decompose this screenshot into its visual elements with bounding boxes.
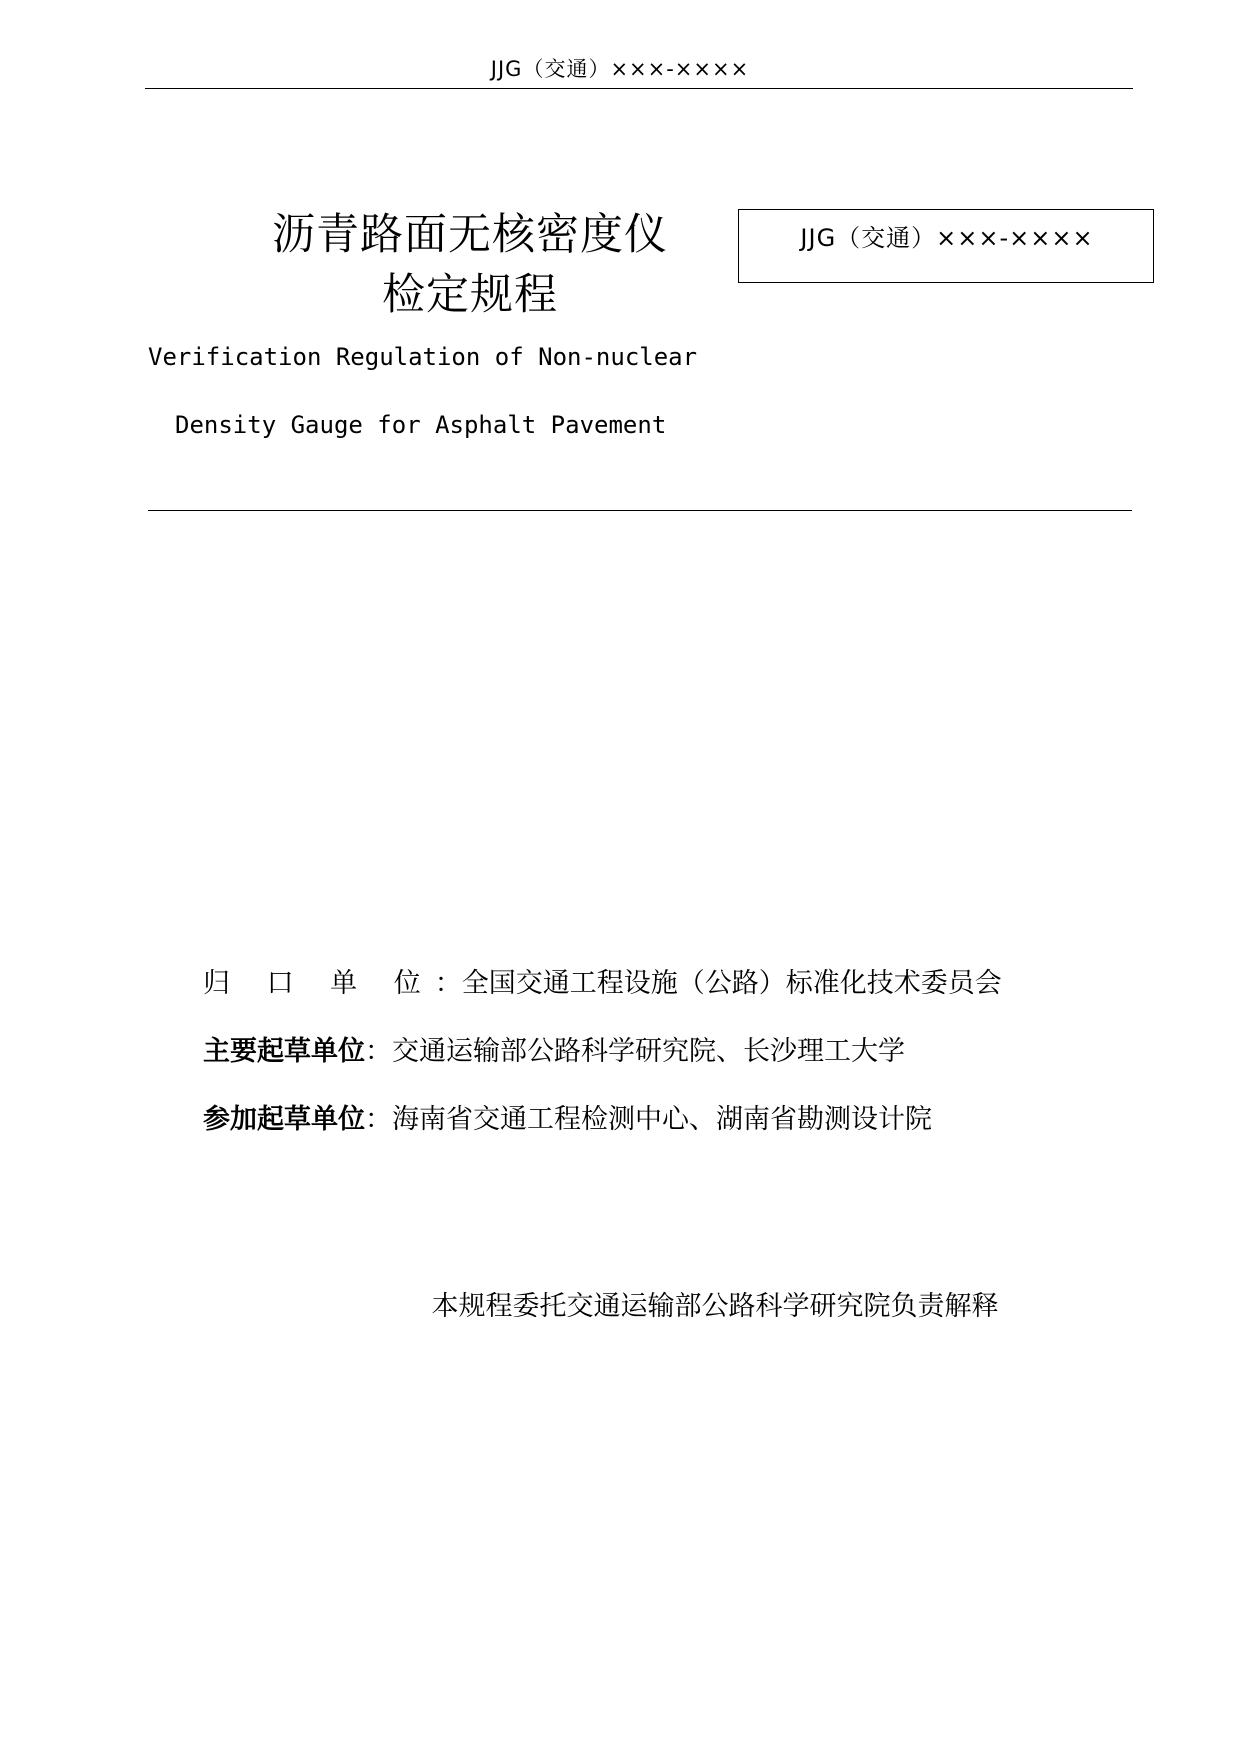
chinese-title bbox=[240, 205, 700, 325]
standard-code-text: JJG（交通）×××-×××× bbox=[800, 224, 1094, 252]
organization-colon: ： bbox=[365, 1104, 392, 1135]
header-rule bbox=[145, 88, 1133, 89]
organization-row-responsible bbox=[203, 950, 1103, 1018]
organization-value: 海南省交通工程检测中心、湖南省勘测设计院 bbox=[392, 1104, 932, 1135]
organization-value: 全国交通工程设施（公路）标准化技术委员会 bbox=[461, 968, 1002, 999]
chinese-title-line-2: 检定规程 bbox=[382, 270, 558, 320]
english-title-line-2: Density Gauge for Asphalt Pavement bbox=[175, 411, 667, 439]
title-rule bbox=[148, 510, 1132, 511]
organization-row-main-drafter bbox=[203, 1018, 1103, 1086]
organization-label: 归 口 单 位 bbox=[203, 968, 435, 999]
organization-colon: ： bbox=[365, 1036, 392, 1067]
organization-row-participating-drafter bbox=[203, 1086, 1103, 1154]
english-title-line-1: Verification Regulation of Non-nuclear bbox=[148, 343, 698, 371]
running-header-code: JJG（交通）×××-×××× bbox=[490, 57, 750, 81]
interpretation-note: 本规程委托交通运输部公路科学研究院负责解释 bbox=[431, 1291, 999, 1322]
standard-code-box bbox=[738, 209, 1154, 283]
organization-block bbox=[203, 950, 1103, 1154]
organization-colon: ： bbox=[434, 968, 462, 999]
organization-label: 主要起草单位 bbox=[203, 1036, 365, 1067]
chinese-title-line-1: 沥青路面无核密度仪 bbox=[272, 210, 668, 260]
organization-value: 交通运输部公路科学研究院、长沙理工大学 bbox=[392, 1036, 905, 1067]
organization-label: 参加起草单位 bbox=[203, 1104, 365, 1135]
